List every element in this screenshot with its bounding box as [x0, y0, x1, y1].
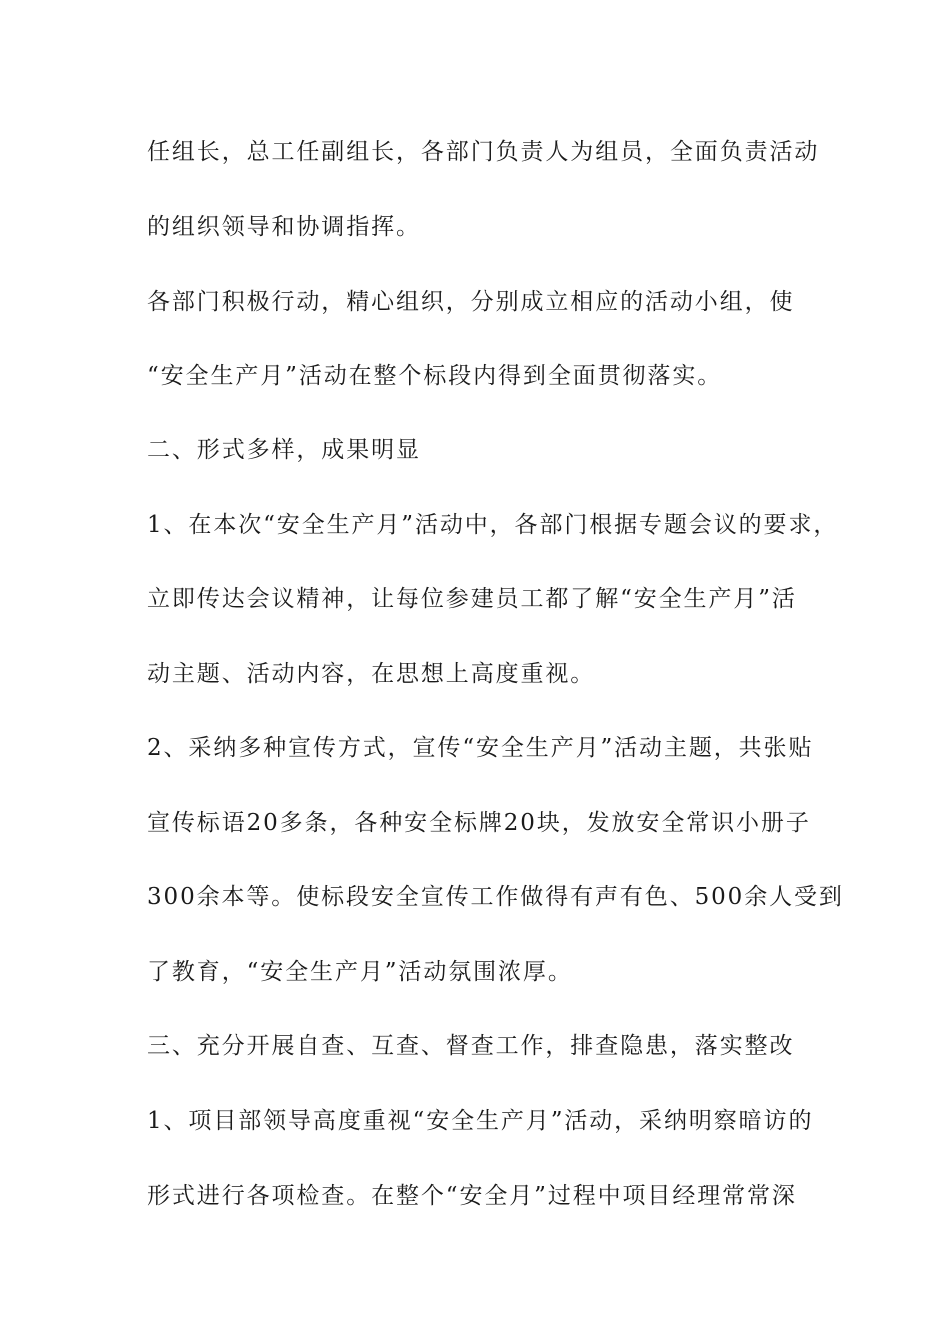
text-line: 各部门积极行动，精心组织，分别成立相应的活动小组，使 — [147, 289, 795, 315]
text-line: 立即传达会议精神，让每位参建员工都了解“安全生产月”活 — [147, 586, 797, 612]
text-line: 300余本等。使标段安全宣传工作做得有声有色、500余人受到 — [147, 884, 844, 910]
text-line: 2、采纳多种宣传方式，宣传“安全生产月”活动主题，共张贴 — [147, 735, 814, 761]
text-line: 1、在本次“安全生产月”活动中，各部门根据专题会议的要求， — [147, 512, 839, 538]
text-line: 动主题、活动内容，在思想上高度重视。 — [147, 661, 596, 687]
text-line: 的组织领导和协调指挥。 — [147, 214, 421, 240]
section-heading: 三、充分开展自查、互查、督查工作，排查隐患，落实整改 — [147, 1033, 795, 1059]
text-line: 了教育，“安全生产月”活动氛围浓厚。 — [147, 959, 573, 985]
text-line: 1、项目部领导高度重视“安全生产月”活动，采纳明察暗访的 — [147, 1108, 814, 1134]
text-line: 任组长，总工任副组长，各部门负责人为组员，全面负责活动 — [147, 139, 820, 165]
section-heading: 二、形式多样，成果明显 — [147, 437, 421, 463]
text-line: 宣传标语20多条，各种安全标牌20块，发放安全常识小册子 — [147, 810, 811, 836]
text-line: 形式进行各项检查。在整个“安全月”过程中项目经理常常深 — [147, 1183, 797, 1209]
text-line: “安全生产月”活动在整个标段内得到全面贯彻落实。 — [147, 363, 723, 389]
